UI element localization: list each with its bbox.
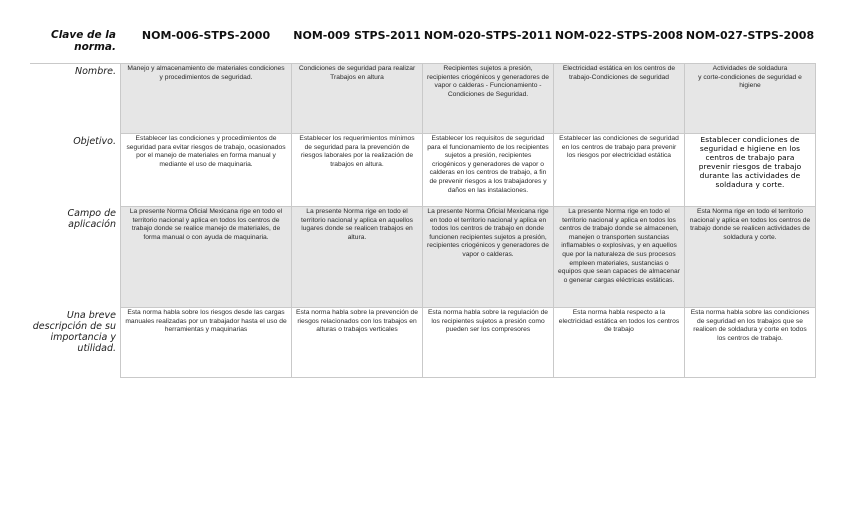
- row-label-campo-de-aplicacion: Campo de aplicación: [67, 208, 116, 230]
- table-cell: Esta norma habla respecto a la electricidad estática en todos los centros de trabajo: [554, 308, 684, 377]
- row-divider: [121, 206, 816, 207]
- table-cell: La presente Norma Oficial Mexicana rige en todo el territorio nacional y aplica en todos los centros de trabajo en donde funcionen recipientes sujetos a presión, recipientes criogénicos y generadores de vapor o calderas.: [423, 207, 553, 307]
- table-cell: Establecer las condiciones de seguridad en los centros de trabajo para prevenir los riesgos por electricidad estática: [554, 134, 684, 206]
- table-cell: Esta Norma rige en todo el territorio nacional y aplica en todos los centros de trabajo donde se realicen actividades de soldadura y corte.: [685, 207, 815, 307]
- column-divider: [684, 64, 685, 378]
- table-cell: Recipientes sujetos a presión, recipientes criogénicos y generadores de vapor o calderas - Funcionamiento - Condiciones de Seguridad.: [423, 64, 553, 133]
- row-divider: [121, 133, 816, 134]
- column-header-nom-027: NOM-027-STPS-2008: [685, 29, 815, 42]
- column-divider: [291, 64, 292, 378]
- table-cell: Manejo y almacenamiento de materiales condiciones y procedimientos de seguridad.: [121, 64, 291, 133]
- table-cell: La presente Norma rige en todo el territorio nacional y aplica en todos los centros de trabajo donde se almacenen, manejen o transporten sustancias inflamables o explosivas, y en aquellos que por la naturaleza de sus procesos empleen materiales, sustancias o equipos que sean capaces de almacenar o generar cargas eléctricas estáticas.: [554, 207, 684, 307]
- table-bottom-border: [121, 377, 816, 378]
- column-divider: [553, 64, 554, 378]
- column-header-nom-006: NOM-006-STPS-2000: [141, 29, 271, 42]
- column-header-nom-020: NOM-020-STPS-2011: [423, 29, 553, 42]
- table-cell: Esta norma habla sobre los riesgos desde las cargas manuales realizadas por un trabajador hasta el uso de herramientas y maquinarias: [121, 308, 291, 377]
- header-divider: [30, 63, 816, 64]
- table-cell: La presente Norma rige en todo el territorio nacional y aplica en aquellos lugares donde se realicen trabajos en altura.: [292, 207, 422, 307]
- column-divider: [815, 64, 816, 378]
- table-cell: Esta norma habla sobre la prevención de riesgos relacionados con los trabajos en alturas o trabajos verticales: [292, 308, 422, 377]
- column-divider: [120, 64, 121, 378]
- table-cell: La presente Norma Oficial Mexicana rige en todo el territorio nacional y aplica en todos los centros de trabajo donde se realice manejo de materiales, de forma manual o con ayuda de maquinaria.: [121, 207, 291, 307]
- table-cell: Electricidad estática en los centros de trabajo-Condiciones de seguridad: [554, 64, 684, 133]
- column-divider: [422, 64, 423, 378]
- table-cell: Establecer los requerimientos mínimos de seguridad para la prevención de riesgos laborales por la realización de trabajos en altura.: [292, 134, 422, 206]
- column-header-nom-022: NOM-022-STPS-2008: [554, 29, 684, 42]
- column-header-nom-009: NOM-009 STPS-2011: [293, 29, 421, 42]
- row-label-nombre: Nombre.: [75, 66, 116, 77]
- table-cell: Establecer las condiciones y procedimientos de seguridad para evitar riesgos de trabajo, ocasionados por el manejo de materiales en forma manual y mediante el uso de maquinaria.: [121, 134, 291, 206]
- table-cell: Esta norma habla sobre la regulación de los recipientes sujetos a presión como pueden ser los compresores: [423, 308, 553, 377]
- table-cell: Condiciones de seguridad para realizar Trabajos en altura: [292, 64, 422, 133]
- table-cell: Actividades de soldadura y corte-condiciones de seguridad e higiene: [685, 64, 815, 133]
- row-label-descripcion: Una breve descripción de su importancia y utilidad.: [32, 310, 116, 354]
- row-divider: [121, 307, 816, 308]
- table-cell: Establecer condiciones de seguridad e higiene en los centros de trabajo para prevenir riesgos de trabajo durante las actividades de soldadura y corte.: [685, 134, 815, 206]
- table-cell: Establecer los requisitos de seguridad para el funcionamiento de los recipientes sujetos a presión, recipientes criogénicos y generadores de vapor o calderas en los centros de trabajo, a fin de prevenir riesgos a los trabajadores y daños en las instalaciones.: [423, 134, 553, 206]
- corner-header-label: Clave de la norma.: [51, 29, 116, 53]
- table-cell: Esta norma habla sobre las condiciones de seguridad en los trabajos que se realicen de soldadura y corte en todos los centros de trabajo.: [685, 308, 815, 377]
- row-label-objetivo: Objetivo.: [73, 136, 116, 147]
